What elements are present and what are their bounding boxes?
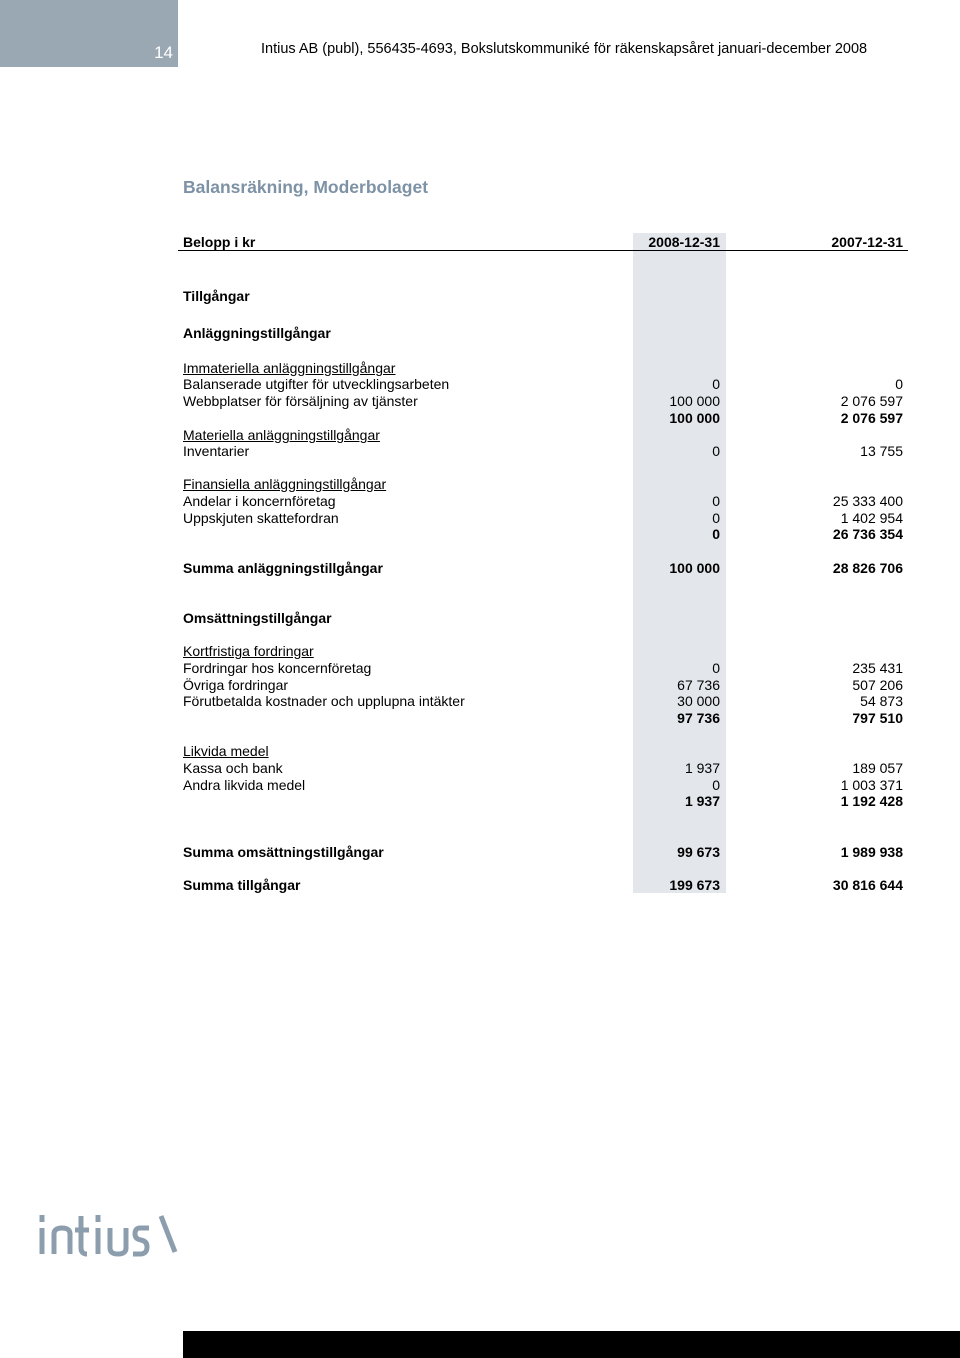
- table-row: [183, 660, 903, 677]
- table-row: [183, 693, 903, 710]
- value-2008: 0: [712, 493, 720, 509]
- value-2007: 1 192 428: [840, 793, 903, 809]
- row-label: Summa tillgångar: [183, 877, 301, 893]
- table-row: [183, 410, 903, 427]
- row-label: Summa omsättningstillgångar: [183, 844, 384, 860]
- value-2007: 1 989 938: [840, 844, 903, 860]
- row-label: Balanserade utgifter för utvecklingsarbeten: [183, 376, 450, 392]
- table-row: [183, 743, 903, 760]
- value-2008: 0: [712, 526, 720, 542]
- table-row: [183, 760, 903, 777]
- row-label: Kassa och bank: [183, 760, 283, 776]
- value-2007: 25 333 400: [832, 493, 903, 509]
- row-label: Omsättningstillgångar: [183, 610, 332, 626]
- table-row: [183, 443, 903, 460]
- table-row: [183, 376, 903, 393]
- row-label: Immateriella anläggningstillgångar: [183, 360, 396, 376]
- table-row: [183, 427, 903, 444]
- row-label: Inventarier: [183, 443, 250, 459]
- value-2008: 0: [712, 376, 720, 392]
- row-label: Summa anläggningstillgångar: [183, 560, 383, 576]
- row-label: Förutbetalda kostnader och upplupna intäkter: [183, 693, 465, 709]
- value-2008: 100 000: [669, 410, 720, 426]
- running-title: Intius AB (publ), 556435-4693, Bokslutskommuniké för räkenskapsåret januari-december 2008: [261, 41, 868, 57]
- value-2007: 54 873: [860, 693, 903, 709]
- row-label: Övriga fordringar: [183, 677, 289, 693]
- row-label: Webbplatser för försäljning av tjänster: [183, 393, 418, 409]
- value-2008: 1 937: [684, 760, 720, 776]
- value-2007: 507 206: [852, 677, 903, 693]
- table-row: [183, 643, 903, 660]
- value-2007: 235 431: [852, 660, 903, 676]
- table-row: [183, 510, 903, 527]
- table-row: [183, 677, 903, 694]
- table-row: [183, 710, 903, 727]
- table-header-row: [183, 234, 903, 251]
- table-row: [183, 777, 903, 794]
- page-number-box: [0, 0, 178, 67]
- table-row: [183, 288, 903, 305]
- value-2007: 1 003 371: [840, 777, 903, 793]
- intius-logo: [37, 1212, 187, 1257]
- row-label: Anläggningstillgångar: [183, 325, 331, 341]
- row-label: Likvida medel: [183, 743, 269, 759]
- value-2007: 30 816 644: [832, 877, 903, 893]
- row-label: Andra likvida medel: [183, 777, 306, 793]
- table-row: [183, 493, 903, 510]
- value-2008: 0: [712, 443, 720, 459]
- column-2007-header: 2007-12-31: [831, 234, 903, 250]
- row-label: Materiella anläggningstillgångar: [183, 427, 380, 443]
- header-rule: [178, 250, 908, 251]
- value-2007: 26 736 354: [832, 526, 903, 542]
- table-row: [183, 793, 903, 810]
- page-number: 14: [154, 43, 173, 62]
- value-2008: 1 937: [684, 793, 720, 809]
- row-label: Uppskjuten skattefordran: [183, 510, 339, 526]
- value-2007: 797 510: [852, 710, 903, 726]
- value-2008: 100 000: [669, 560, 720, 576]
- table-row: [183, 560, 903, 577]
- value-2007: 13 755: [860, 443, 903, 459]
- page-title: Balansräkning, Moderbolaget: [183, 177, 429, 197]
- row-label: Tillgångar: [183, 288, 250, 304]
- table-row: [183, 877, 903, 894]
- table-row: [183, 360, 903, 377]
- value-2008: 199 673: [669, 877, 720, 893]
- table-row: [183, 844, 903, 861]
- table-row: [183, 526, 903, 543]
- value-2008: 100 000: [669, 393, 720, 409]
- table-row: [183, 610, 903, 627]
- table-row: [183, 393, 903, 410]
- value-2007: 0: [895, 376, 903, 392]
- row-label: Andelar i koncernföretag: [183, 493, 336, 509]
- value-2007: 1 402 954: [840, 510, 903, 526]
- value-2007: 189 057: [852, 760, 903, 776]
- value-2008: 0: [712, 510, 720, 526]
- table-row: [183, 476, 903, 493]
- amount-unit-label: Belopp i kr: [183, 234, 256, 250]
- column-2008-header: 2008-12-31: [648, 234, 720, 250]
- footer-bar: [183, 1331, 960, 1358]
- value-2007: 28 826 706: [832, 560, 903, 576]
- row-label: Finansiella anläggningstillgångar: [183, 476, 387, 492]
- value-2008: 30 000: [677, 693, 720, 709]
- value-2008: 0: [712, 777, 720, 793]
- value-2008: 99 673: [677, 844, 720, 860]
- value-2007: 2 076 597: [840, 410, 903, 426]
- value-2008: 67 736: [677, 677, 720, 693]
- table-row: [183, 325, 903, 342]
- value-2008: 0: [712, 660, 720, 676]
- value-2008: 97 736: [677, 710, 720, 726]
- value-2007: 2 076 597: [840, 393, 903, 409]
- row-label: Fordringar hos koncernföretag: [183, 660, 372, 676]
- row-label: Kortfristiga fordringar: [183, 643, 314, 659]
